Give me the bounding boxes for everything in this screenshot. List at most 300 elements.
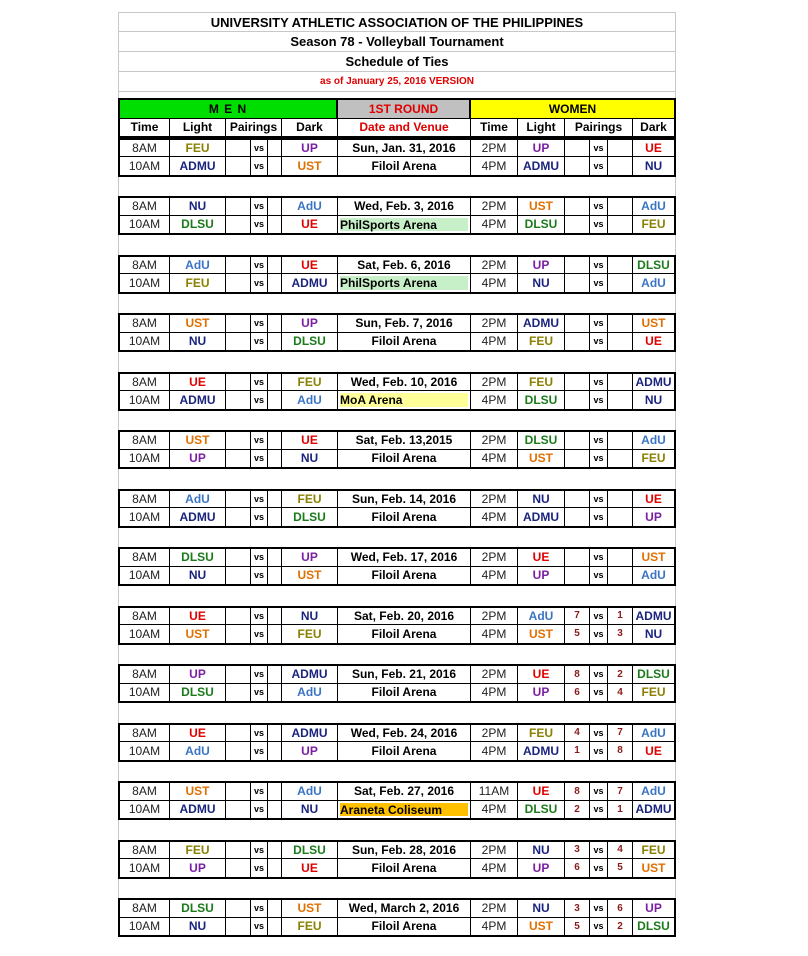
women-time: 4PM (471, 333, 518, 351)
match-date: Sun, Feb. 28, 2016 (338, 842, 471, 859)
women-rank-left (565, 157, 590, 175)
men-time: 10AM (118, 684, 170, 702)
match-row (118, 918, 676, 938)
women-light-team: UE (518, 666, 565, 683)
women-dark-team: UST (633, 315, 676, 332)
women-dark-team: AdU (633, 567, 676, 585)
women-rank-left (565, 549, 590, 566)
women-light-team: NU (518, 491, 565, 508)
women-time: 2PM (471, 198, 518, 215)
schedule-body (118, 138, 676, 938)
women-vs: vs (590, 508, 608, 526)
match-date: Wed, Feb. 24, 2016 (338, 725, 471, 742)
men-time: 8AM (118, 257, 170, 274)
women-rank-left: 5 (565, 625, 590, 643)
men-time: 8AM (118, 725, 170, 742)
match-row (118, 898, 676, 918)
round-section-header: 1ST ROUND (338, 100, 471, 118)
women-rank-right (608, 491, 633, 508)
women-rank-left: 8 (565, 783, 590, 800)
men-pair-left (226, 859, 251, 877)
women-light-team: NU (518, 900, 565, 917)
men-time: 8AM (118, 900, 170, 917)
men-pair-right (268, 549, 282, 566)
women-vs: vs (590, 391, 608, 409)
women-time: 4PM (471, 274, 518, 292)
men-pair-left (226, 783, 251, 800)
men-pair-right (268, 450, 282, 468)
women-vs: vs (590, 666, 608, 683)
men-vs: vs (251, 783, 268, 800)
men-pair-left (226, 608, 251, 625)
men-pair-right (268, 216, 282, 234)
men-light-team: FEU (170, 274, 226, 292)
men-vs: vs (251, 432, 268, 449)
women-light-team: UST (518, 625, 565, 643)
men-pair-left (226, 198, 251, 215)
spacer-row (118, 411, 676, 431)
women-rank-right (608, 216, 633, 234)
men-pair-right (268, 900, 282, 917)
men-vs: vs (251, 918, 268, 936)
men-time: 8AM (118, 374, 170, 391)
men-pair-right (268, 625, 282, 643)
men-vs: vs (251, 157, 268, 175)
women-vs: vs (590, 918, 608, 936)
women-dark-team: FEU (633, 684, 676, 702)
women-light-team: FEU (518, 333, 565, 351)
women-time: 4PM (471, 450, 518, 468)
women-dark-team: ADMU (633, 374, 676, 391)
women-dark-team: FEU (633, 450, 676, 468)
match-venue: Filoil Arena (338, 918, 471, 936)
match-venue: Filoil Arena (338, 333, 471, 351)
men-pair-left (226, 666, 251, 683)
match-row (118, 372, 676, 392)
women-vs: vs (590, 140, 608, 157)
women-dark-team: UE (633, 140, 676, 157)
women-rank-left: 6 (565, 684, 590, 702)
women-dark-team: UE (633, 491, 676, 508)
men-dark-team: FEU (282, 625, 338, 643)
men-dark-team: NU (282, 450, 338, 468)
women-rank-right: 3 (608, 625, 633, 643)
women-vs: vs (590, 257, 608, 274)
men-dark-team: UST (282, 567, 338, 585)
women-rank-left (565, 374, 590, 391)
schedule-sheet (118, 12, 676, 937)
women-time: 2PM (471, 315, 518, 332)
women-rank-left (565, 450, 590, 468)
match-venue: Filoil Arena (338, 625, 471, 643)
men-time: 10AM (118, 801, 170, 819)
women-time: 11AM (471, 783, 518, 800)
match-row (118, 508, 676, 528)
women-light-team: DLSU (518, 216, 565, 234)
men-vs: vs (251, 625, 268, 643)
men-dark-team: ADMU (282, 666, 338, 683)
match-date: Sat, Feb. 27, 2016 (338, 783, 471, 800)
men-light-team: UST (170, 432, 226, 449)
men-pair-right (268, 608, 282, 625)
women-vs: vs (590, 608, 608, 625)
women-dark-team: UST (633, 859, 676, 877)
men-dark-team: UP (282, 549, 338, 566)
women-time: 4PM (471, 157, 518, 175)
women-light-team: NU (518, 274, 565, 292)
men-light-team: UE (170, 374, 226, 391)
women-light-team: ADMU (518, 315, 565, 332)
women-dark-team: AdU (633, 783, 676, 800)
spacer-row (118, 762, 676, 782)
women-time: 4PM (471, 625, 518, 643)
men-dark-team: AdU (282, 684, 338, 702)
match-venue: Filoil Arena (338, 157, 471, 175)
men-time: 10AM (118, 450, 170, 468)
women-light-team: UST (518, 450, 565, 468)
men-pair-left (226, 801, 251, 819)
men-vs: vs (251, 842, 268, 859)
match-venue: Filoil Arena (338, 859, 471, 877)
col-light: Light (170, 119, 226, 136)
men-pair-right (268, 801, 282, 819)
women-light-team: ADMU (518, 742, 565, 760)
men-light-team: ADMU (170, 801, 226, 819)
women-rank-left (565, 508, 590, 526)
spacer-row (118, 645, 676, 665)
women-light-team: UE (518, 783, 565, 800)
men-pair-right (268, 666, 282, 683)
men-pair-left (226, 374, 251, 391)
women-dark-team: NU (633, 157, 676, 175)
women-rank-right (608, 315, 633, 332)
men-light-team: AdU (170, 491, 226, 508)
women-rank-right (608, 140, 633, 157)
men-dark-team: UE (282, 432, 338, 449)
men-light-team: AdU (170, 257, 226, 274)
spacer-row (118, 820, 676, 840)
men-vs: vs (251, 684, 268, 702)
men-time: 8AM (118, 491, 170, 508)
match-row (118, 742, 676, 762)
match-venue: Filoil Arena (338, 450, 471, 468)
women-light-team: NU (518, 842, 565, 859)
men-dark-team: ADMU (282, 725, 338, 742)
men-light-team: UP (170, 666, 226, 683)
women-dark-team: DLSU (633, 918, 676, 936)
match-row (118, 781, 676, 801)
match-row (118, 216, 676, 236)
men-time: 8AM (118, 549, 170, 566)
men-pair-right (268, 274, 282, 292)
women-rank-left: 3 (565, 900, 590, 917)
match-row (118, 255, 676, 275)
men-pair-left (226, 157, 251, 175)
men-time: 10AM (118, 274, 170, 292)
men-pair-right (268, 333, 282, 351)
women-rank-right (608, 391, 633, 409)
men-pair-right (268, 684, 282, 702)
men-pair-right (268, 157, 282, 175)
women-light-team: DLSU (518, 432, 565, 449)
women-vs: vs (590, 315, 608, 332)
women-time: 2PM (471, 140, 518, 157)
women-vs: vs (590, 783, 608, 800)
match-row (118, 547, 676, 567)
men-pair-right (268, 508, 282, 526)
men-dark-team: AdU (282, 783, 338, 800)
women-dark-team: ADMU (633, 801, 676, 819)
women-vs: vs (590, 432, 608, 449)
men-pair-left (226, 549, 251, 566)
women-time: 2PM (471, 725, 518, 742)
men-vs: vs (251, 274, 268, 292)
men-light-team: ADMU (170, 157, 226, 175)
men-dark-team: UP (282, 742, 338, 760)
men-light-team: NU (170, 333, 226, 351)
women-vs: vs (590, 742, 608, 760)
women-light-team: UE (518, 549, 565, 566)
men-time: 10AM (118, 918, 170, 936)
match-row (118, 625, 676, 645)
women-rank-left: 6 (565, 859, 590, 877)
women-time: 4PM (471, 216, 518, 234)
match-date: Sun, Feb. 14, 2016 (338, 491, 471, 508)
match-date: Wed, Feb. 17, 2016 (338, 549, 471, 566)
spacer-row (118, 469, 676, 489)
women-rank-left: 8 (565, 666, 590, 683)
women-rank-right (608, 198, 633, 215)
col-w-light: Light (518, 119, 565, 136)
women-rank-left: 7 (565, 608, 590, 625)
men-time: 8AM (118, 842, 170, 859)
men-vs: vs (251, 333, 268, 351)
match-date: Sun, Feb. 21, 2016 (338, 666, 471, 683)
women-rank-left (565, 216, 590, 234)
match-row (118, 606, 676, 626)
men-time: 10AM (118, 157, 170, 175)
match-date: Wed, March 2, 2016 (338, 900, 471, 917)
men-pair-right (268, 257, 282, 274)
men-pair-right (268, 842, 282, 859)
men-pair-right (268, 432, 282, 449)
match-date: Sun, Jan. 31, 2016 (338, 140, 471, 157)
match-row (118, 840, 676, 860)
men-vs: vs (251, 374, 268, 391)
women-dark-team: UP (633, 900, 676, 917)
women-rank-right (608, 549, 633, 566)
men-vs: vs (251, 567, 268, 585)
men-pair-left (226, 216, 251, 234)
men-light-team: UP (170, 859, 226, 877)
men-vs: vs (251, 801, 268, 819)
women-light-team: UP (518, 859, 565, 877)
women-rank-right: 1 (608, 608, 633, 625)
men-pair-left (226, 274, 251, 292)
women-rank-left: 5 (565, 918, 590, 936)
men-pair-right (268, 140, 282, 157)
match-date: Sat, Feb. 20, 2016 (338, 608, 471, 625)
venue-cell (338, 391, 471, 409)
men-pair-left (226, 842, 251, 859)
men-vs: vs (251, 859, 268, 877)
women-rank-right (608, 274, 633, 292)
men-pair-left (226, 333, 251, 351)
match-date: Wed, Feb. 3, 2016 (338, 198, 471, 215)
men-vs: vs (251, 725, 268, 742)
men-light-team: DLSU (170, 900, 226, 917)
women-rank-left (565, 491, 590, 508)
women-rank-right: 1 (608, 801, 633, 819)
match-date: Sat, Feb. 13,2015 (338, 432, 471, 449)
women-time: 2PM (471, 666, 518, 683)
women-rank-right (608, 333, 633, 351)
women-rank-right: 5 (608, 859, 633, 877)
match-venue: Filoil Arena (338, 567, 471, 585)
men-vs: vs (251, 391, 268, 409)
men-light-team: AdU (170, 742, 226, 760)
women-vs: vs (590, 333, 608, 351)
women-time: 2PM (471, 374, 518, 391)
men-dark-team: FEU (282, 918, 338, 936)
men-dark-team: UST (282, 900, 338, 917)
men-dark-team: NU (282, 608, 338, 625)
women-vs: vs (590, 491, 608, 508)
women-time: 4PM (471, 801, 518, 819)
women-dark-team: AdU (633, 274, 676, 292)
col-time: Time (118, 119, 170, 136)
women-dark-team: FEU (633, 216, 676, 234)
women-vs: vs (590, 374, 608, 391)
women-vs: vs (590, 450, 608, 468)
women-light-team: ADMU (518, 157, 565, 175)
women-time: 4PM (471, 508, 518, 526)
women-time: 4PM (471, 742, 518, 760)
men-light-team: UST (170, 783, 226, 800)
men-pair-right (268, 859, 282, 877)
match-row (118, 138, 676, 158)
men-pair-right (268, 918, 282, 936)
women-rank-left (565, 391, 590, 409)
men-pair-left (226, 257, 251, 274)
match-row (118, 684, 676, 704)
women-rank-right: 8 (608, 742, 633, 760)
women-time: 4PM (471, 859, 518, 877)
women-dark-team: UST (633, 549, 676, 566)
men-dark-team: UE (282, 216, 338, 234)
women-light-team: UP (518, 257, 565, 274)
men-section-header: M E N (118, 100, 338, 118)
match-row (118, 450, 676, 470)
men-time: 10AM (118, 216, 170, 234)
women-light-team: DLSU (518, 801, 565, 819)
women-rank-left: 1 (565, 742, 590, 760)
women-rank-left (565, 274, 590, 292)
women-rank-left (565, 198, 590, 215)
women-rank-right: 7 (608, 783, 633, 800)
men-light-team: DLSU (170, 684, 226, 702)
men-vs: vs (251, 216, 268, 234)
men-light-team: UP (170, 450, 226, 468)
women-time: 4PM (471, 918, 518, 936)
col-pairings: Pairings (226, 119, 282, 136)
women-dark-team: UP (633, 508, 676, 526)
men-dark-team: UP (282, 315, 338, 332)
men-light-team: DLSU (170, 216, 226, 234)
women-light-team: UP (518, 140, 565, 157)
spacer-row (118, 879, 676, 899)
men-light-team: UE (170, 608, 226, 625)
men-pair-left (226, 315, 251, 332)
men-light-team: NU (170, 198, 226, 215)
version-note: as of January 25, 2016 VERSION (118, 72, 676, 92)
men-vs: vs (251, 140, 268, 157)
women-rank-right (608, 567, 633, 585)
men-dark-team: AdU (282, 198, 338, 215)
men-light-team: FEU (170, 140, 226, 157)
match-date: Wed, Feb. 10, 2016 (338, 374, 471, 391)
women-rank-right: 4 (608, 842, 633, 859)
men-pair-left (226, 391, 251, 409)
women-rank-right: 4 (608, 684, 633, 702)
men-dark-team: DLSU (282, 333, 338, 351)
men-pair-right (268, 725, 282, 742)
match-row (118, 274, 676, 294)
men-time: 8AM (118, 432, 170, 449)
women-vs: vs (590, 157, 608, 175)
venue-cell (338, 801, 471, 819)
women-time: 2PM (471, 900, 518, 917)
spacer-row (118, 294, 676, 314)
women-rank-right (608, 157, 633, 175)
women-rank-right: 2 (608, 666, 633, 683)
men-dark-team: UST (282, 157, 338, 175)
women-light-team: AdU (518, 608, 565, 625)
women-dark-team: DLSU (633, 257, 676, 274)
match-venue: PhilSports Arena (340, 276, 468, 290)
section-header-row (118, 98, 676, 118)
men-pair-right (268, 783, 282, 800)
match-row (118, 196, 676, 216)
women-rank-left (565, 333, 590, 351)
men-dark-team: AdU (282, 391, 338, 409)
women-rank-left (565, 567, 590, 585)
spacer-row (118, 177, 676, 197)
women-dark-team: NU (633, 625, 676, 643)
match-row (118, 723, 676, 743)
spacer-row (118, 352, 676, 372)
venue-cell (338, 216, 471, 234)
men-time: 10AM (118, 742, 170, 760)
match-venue: MoA Arena (340, 393, 468, 407)
women-vs: vs (590, 684, 608, 702)
men-pair-left (226, 508, 251, 526)
women-time: 2PM (471, 842, 518, 859)
women-dark-team: UE (633, 333, 676, 351)
men-pair-left (226, 900, 251, 917)
men-light-team: NU (170, 918, 226, 936)
women-vs: vs (590, 549, 608, 566)
women-time: 2PM (471, 491, 518, 508)
women-vs: vs (590, 198, 608, 215)
match-venue: Filoil Arena (338, 742, 471, 760)
schedule-title: Schedule of Ties (118, 52, 676, 72)
women-time: 4PM (471, 684, 518, 702)
men-vs: vs (251, 508, 268, 526)
women-time: 4PM (471, 567, 518, 585)
col-date-venue: Date and Venue (338, 119, 471, 136)
women-light-team: FEU (518, 725, 565, 742)
